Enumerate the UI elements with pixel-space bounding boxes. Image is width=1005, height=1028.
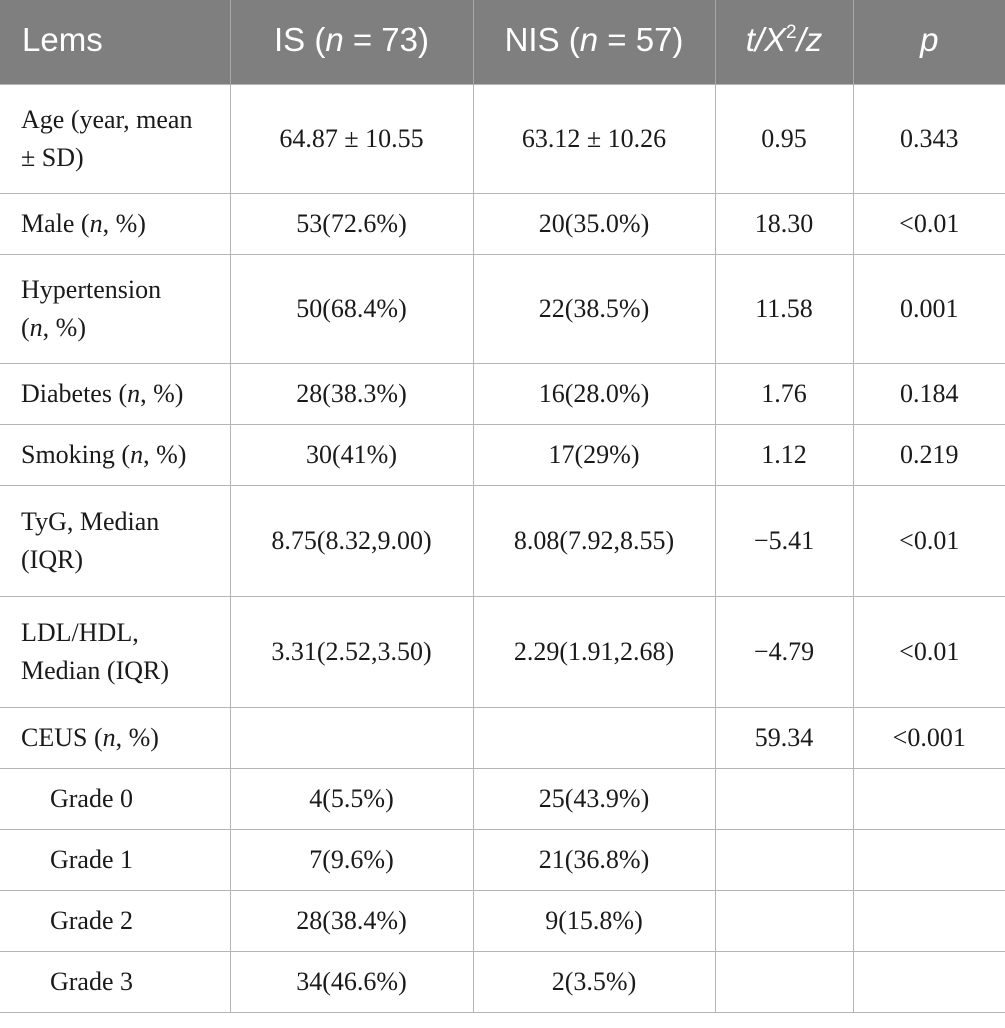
cell-nis: 22(38.5%) bbox=[473, 254, 715, 363]
cell-is bbox=[230, 707, 473, 768]
cell-p bbox=[853, 951, 1005, 1012]
header-test-statistic: $t/X^2/z$ bbox=[715, 0, 853, 84]
table-row bbox=[0, 485, 1005, 596]
cell-is: 4(5.5%) bbox=[230, 768, 473, 829]
cell-p bbox=[853, 829, 1005, 890]
table-row bbox=[0, 951, 1005, 1012]
row-label: Grade 0 bbox=[0, 768, 230, 829]
cell-is: 3.31(2.52,3.50) bbox=[230, 596, 473, 707]
row-label: Hypertension (n, %) bbox=[0, 254, 230, 363]
row-label: CEUS (n, %) bbox=[0, 707, 230, 768]
cell-nis: 25(43.9%) bbox=[473, 768, 715, 829]
cell-p: 0.219 bbox=[853, 424, 1005, 485]
cell-nis: 2(3.5%) bbox=[473, 951, 715, 1012]
cell-p: <0.001 bbox=[853, 707, 1005, 768]
row-label: LDL/HDL, Median (IQR) bbox=[0, 596, 230, 707]
row-label: Grade 1 bbox=[0, 829, 230, 890]
cell-p: 0.001 bbox=[853, 254, 1005, 363]
cell-stat: 11.58 bbox=[715, 254, 853, 363]
cell-stat: 59.34 bbox=[715, 707, 853, 768]
row-label: Grade 3 bbox=[0, 951, 230, 1012]
cell-nis: 63.12 ± 10.26 bbox=[473, 84, 715, 193]
cell-is: 53(72.6%) bbox=[230, 193, 473, 254]
cell-is: 34(46.6%) bbox=[230, 951, 473, 1012]
cell-is: 28(38.3%) bbox=[230, 363, 473, 424]
cell-stat: −4.79 bbox=[715, 596, 853, 707]
table-body bbox=[0, 84, 1005, 1012]
cell-stat bbox=[715, 768, 853, 829]
header-nis-group: NIS (n = 57) bbox=[473, 0, 715, 84]
header-is-group: IS (n = 73) bbox=[230, 0, 473, 84]
cell-p: <0.01 bbox=[853, 485, 1005, 596]
cell-stat bbox=[715, 829, 853, 890]
cell-nis: 8.08(7.92,8.55) bbox=[473, 485, 715, 596]
cell-stat: 18.30 bbox=[715, 193, 853, 254]
cell-p: <0.01 bbox=[853, 596, 1005, 707]
cell-nis bbox=[473, 707, 715, 768]
cell-nis: 16(28.0%) bbox=[473, 363, 715, 424]
cell-p: <0.01 bbox=[853, 193, 1005, 254]
table-row bbox=[0, 890, 1005, 951]
cell-nis: 9(15.8%) bbox=[473, 890, 715, 951]
cell-is: 64.87 ± 10.55 bbox=[230, 84, 473, 193]
table-header bbox=[0, 0, 1005, 84]
cell-nis: 17(29%) bbox=[473, 424, 715, 485]
cell-is: 7(9.6%) bbox=[230, 829, 473, 890]
cell-stat bbox=[715, 890, 853, 951]
cell-stat bbox=[715, 951, 853, 1012]
cell-nis: 20(35.0%) bbox=[473, 193, 715, 254]
cell-stat: 1.76 bbox=[715, 363, 853, 424]
table-row bbox=[0, 84, 1005, 193]
row-label: Male (n, %) bbox=[0, 193, 230, 254]
table-row bbox=[0, 768, 1005, 829]
cell-is: 30(41%) bbox=[230, 424, 473, 485]
cell-stat: 1.12 bbox=[715, 424, 853, 485]
table-row bbox=[0, 707, 1005, 768]
cell-nis: 2.29(1.91,2.68) bbox=[473, 596, 715, 707]
cell-is: 8.75(8.32,9.00) bbox=[230, 485, 473, 596]
row-label: Smoking (n, %) bbox=[0, 424, 230, 485]
table-row bbox=[0, 829, 1005, 890]
cell-p: 0.343 bbox=[853, 84, 1005, 193]
header-p-value: p bbox=[853, 0, 1005, 84]
cell-is: 50(68.4%) bbox=[230, 254, 473, 363]
cell-stat: 0.95 bbox=[715, 84, 853, 193]
row-label: Age (year, mean ± SD) bbox=[0, 84, 230, 193]
table-row bbox=[0, 424, 1005, 485]
cell-p bbox=[853, 890, 1005, 951]
table-row bbox=[0, 254, 1005, 363]
table-row bbox=[0, 363, 1005, 424]
table-row bbox=[0, 596, 1005, 707]
cell-is: 28(38.4%) bbox=[230, 890, 473, 951]
cell-nis: 21(36.8%) bbox=[473, 829, 715, 890]
cell-p bbox=[853, 768, 1005, 829]
row-label: Diabetes (n, %) bbox=[0, 363, 230, 424]
header-row bbox=[0, 0, 1005, 84]
table-row bbox=[0, 193, 1005, 254]
header-items: Lems bbox=[0, 0, 230, 84]
row-label: TyG, Median (IQR) bbox=[0, 485, 230, 596]
cell-p: 0.184 bbox=[853, 363, 1005, 424]
cell-stat: −5.41 bbox=[715, 485, 853, 596]
row-label: Grade 2 bbox=[0, 890, 230, 951]
